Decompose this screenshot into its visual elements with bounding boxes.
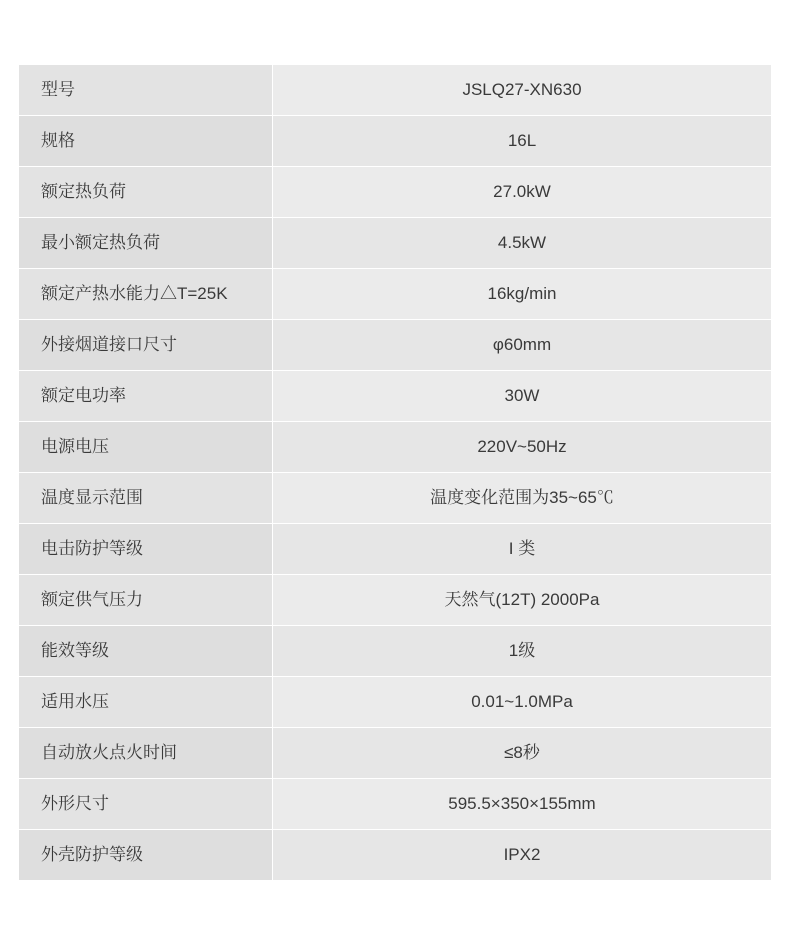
- table-row: [19, 524, 772, 575]
- spec-label: 额定供气压力: [19, 575, 273, 626]
- table-row: [19, 473, 772, 524]
- table-row: [19, 371, 772, 422]
- spec-label: 外接烟道接口尺寸: [19, 320, 273, 371]
- spec-value: 温度变化范围为35~65℃: [273, 473, 772, 524]
- spec-label: 适用水压: [19, 677, 273, 728]
- spec-label: 型号: [19, 65, 273, 116]
- table-row: [19, 779, 772, 830]
- spec-label: 电源电压: [19, 422, 273, 473]
- spec-label: 自动放火点火时间: [19, 728, 273, 779]
- spec-value: 1级: [273, 626, 772, 677]
- spec-value: IPX2: [273, 830, 772, 881]
- specifications-table-body: [19, 65, 772, 881]
- spec-value: 4.5kW: [273, 218, 772, 269]
- table-row: [19, 167, 772, 218]
- spec-label: 额定热负荷: [19, 167, 273, 218]
- spec-value: JSLQ27-XN630: [273, 65, 772, 116]
- spec-value: 220V~50Hz: [273, 422, 772, 473]
- table-row: [19, 575, 772, 626]
- spec-value: 16L: [273, 116, 772, 167]
- spec-value: 595.5×350×155mm: [273, 779, 772, 830]
- table-row: [19, 218, 772, 269]
- spec-label: 电击防护等级: [19, 524, 273, 575]
- spec-label: 规格: [19, 116, 273, 167]
- spec-label: 温度显示范围: [19, 473, 273, 524]
- table-row: [19, 728, 772, 779]
- table-row: [19, 320, 772, 371]
- table-row: [19, 626, 772, 677]
- table-row: [19, 422, 772, 473]
- table-row: [19, 65, 772, 116]
- spec-value: 27.0kW: [273, 167, 772, 218]
- table-row: [19, 830, 772, 881]
- spec-value: ≤8秒: [273, 728, 772, 779]
- spec-value: 30W: [273, 371, 772, 422]
- spec-value: φ60mm: [273, 320, 772, 371]
- spec-value: 16kg/min: [273, 269, 772, 320]
- spec-value: 0.01~1.0MPa: [273, 677, 772, 728]
- spec-label: 能效等级: [19, 626, 273, 677]
- table-row: [19, 116, 772, 167]
- spec-label: 外壳防护等级: [19, 830, 273, 881]
- spec-label: 外形尺寸: [19, 779, 273, 830]
- spec-value: 天然气(12T) 2000Pa: [273, 575, 772, 626]
- spec-label: 额定电功率: [19, 371, 273, 422]
- table-row: [19, 269, 772, 320]
- spec-label: 最小额定热负荷: [19, 218, 273, 269]
- spec-label: 额定产热水能力△T=25K: [19, 269, 273, 320]
- spec-value: I 类: [273, 524, 772, 575]
- table-row: [19, 677, 772, 728]
- specifications-table: [18, 64, 772, 881]
